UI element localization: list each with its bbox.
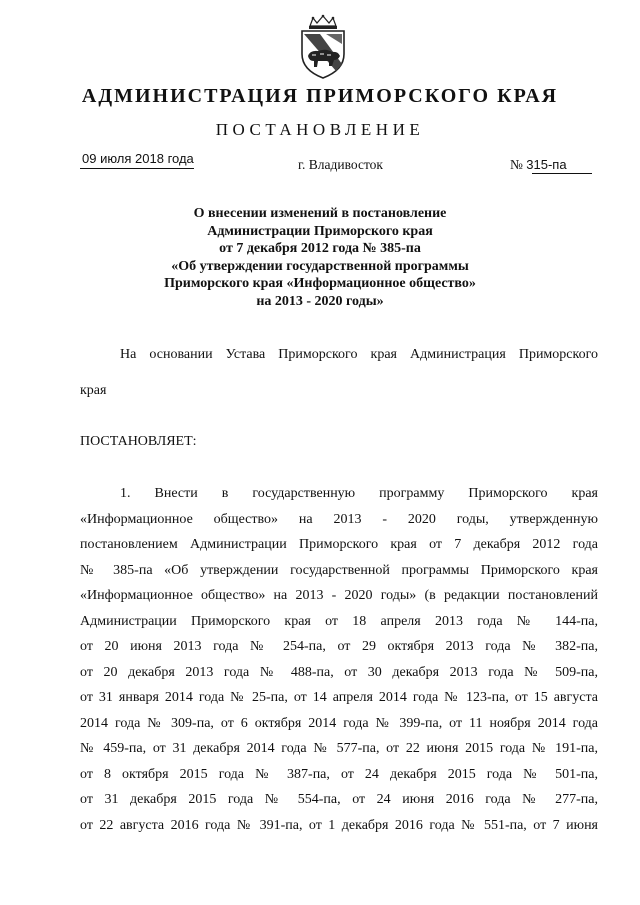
heading-line: Приморского края «Информационное общество»	[164, 276, 476, 291]
heading-line: от 7 декабря 2012 года № 385-па	[219, 241, 421, 256]
paragraph-line: «Информационное общество» на 2013 - 2020 годы» (в редакции постановлений	[80, 588, 598, 603]
heading-line: Администрации Приморского края	[207, 223, 433, 239]
paragraph-line: от 31 декабря 2015 года № 554-па, от 24 июня 2016 года № 277-па,	[80, 792, 598, 807]
paragraph-line: от 8 октября 2015 года № 387-па, от 24 декабря 2015 года № 501-па,	[80, 766, 598, 782]
heading-line: О внесении изменений в постановление	[193, 206, 447, 221]
organization-title: АДМИНИСТРАЦИЯ ПРИМОРСКОГО КРАЯ	[81, 85, 559, 107]
document-heading	[0, 205, 640, 310]
coat-of-arms-icon	[296, 14, 350, 80]
paragraph-line: № 459-па, от 31 декабря 2014 года № 577-па, от 22 июня 2015 года № 191-па,	[80, 741, 598, 756]
paragraph-line: от 20 декабря 2013 года № 488-па, от 30 декабря 2013 года № 509-па,	[80, 664, 598, 680]
heading-line: «Об утверждении государственной программы	[171, 258, 469, 274]
document-date: 09 июля 2018 года	[80, 150, 194, 169]
basis-paragraph	[80, 345, 598, 401]
item-1-paragraph	[80, 484, 598, 841]
document-type: ПОСТАНОВЛЕНИЕ	[215, 120, 425, 139]
paragraph-line: 1. Внести в государственную программу Приморского края	[120, 486, 598, 501]
basis-line: На основании Устава Приморского края Администрация Приморского	[120, 347, 598, 362]
number-value: 315-па	[526, 157, 567, 172]
paragraph-line: Администрации Приморского края от 18 апреля 2013 года № 144-па,	[80, 613, 598, 629]
heading-line: на 2013 - 2020 годы»	[256, 293, 384, 309]
paragraph-line: от 20 июня 2013 года № 254-па, от 29 октября 2013 года № 382-па,	[80, 639, 598, 654]
paragraph-line: № 385-па «Об утверждении государственной программы Приморского края	[80, 562, 598, 578]
number-prefix: №	[510, 157, 523, 172]
paragraph-line: 2014 года № 309-па, от 6 октября 2014 года № 399-па, от 11 ноября 2014 года	[80, 715, 598, 731]
document-number	[510, 156, 567, 174]
paragraph-line: «Информационное общество» на 2013 - 2020 годы, утвержденную	[80, 511, 598, 527]
paragraph-line: от 31 января 2014 года № 25-па, от 14 апреля 2014 года № 123-па, от 15 августа	[80, 690, 598, 705]
paragraph-line: постановлением Администрации Приморского края от 7 декабря 2012 года	[80, 537, 598, 552]
paragraph-line: от 22 августа 2016 года № 391-па, от 1 декабря 2016 года № 551-па, от 7 июня	[80, 817, 598, 833]
basis-line: края	[80, 383, 107, 398]
number-underline	[532, 173, 592, 174]
document-city: г. Владивосток	[298, 157, 383, 172]
resolves-heading: ПОСТАНОВЛЯЕТ:	[80, 434, 197, 449]
